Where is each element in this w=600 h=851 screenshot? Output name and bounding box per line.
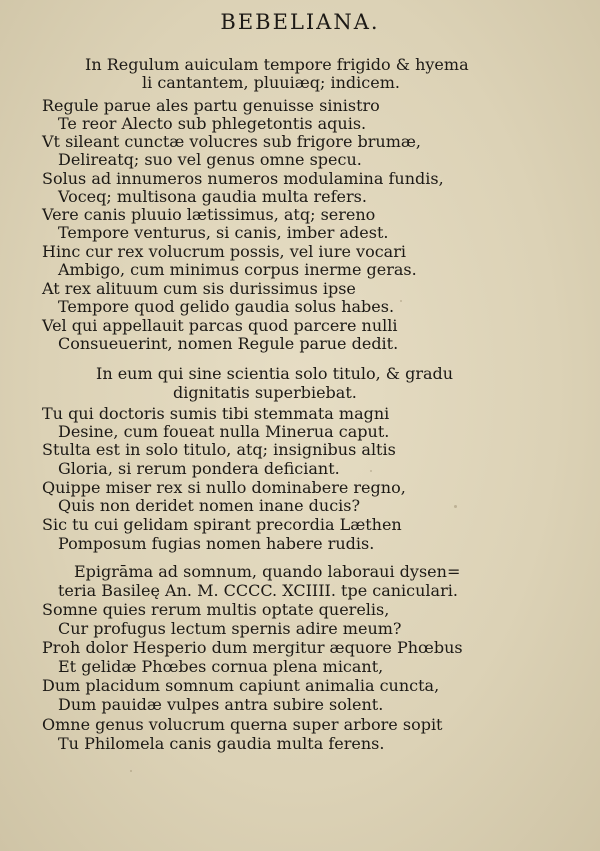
verse-line: Omne genus volucrum querna super arbore sopit [42,715,443,734]
verse-line: Quippe miser rex si nullo dominabere regno, [42,478,406,497]
verse-line: Et gelidæ Phœbes cornua plena micant, [58,657,384,676]
verse-line: Delireatq; suo vel genus omne specu. [58,150,362,169]
verse-line: Proh dolor Hesperio dum mergitur æquore Phœbus [42,638,463,657]
verse-line: Vere canis pluuio lætissimus, atq; sereno [42,205,376,224]
verse-line: Dum placidum somnum capiunt animalia cuncta, [42,676,440,695]
verse-line: Desine, cum foueat nulla Minerua caput. [58,422,390,441]
verse-line: Quis non deridet nomen inane ducis? [58,496,361,515]
verse-line: Vel qui appellauit parcas quod parcere nulli [42,316,398,335]
verse-line: Stulta est in solo titulo, atq; insignibus altis [42,440,396,459]
verse-line: Voceq; multisona gaudia multa refers. [58,187,367,206]
verse-line: Ambigo, cum minimus corpus inerme geras. [58,260,417,279]
verse-line: Regule parue ales partu genuisse sinistro [42,96,380,115]
paper-speck [400,300,402,302]
verse-line: Pomposum fugias nomen habere rudis. [58,534,375,553]
verse-line: Cur profugus lectum spernis adire meum? [58,619,402,638]
verse-line: Tempore quod gelido gaudia solus habes. [58,297,395,316]
verse-line: Tu qui doctoris sumis tibi stemmata magni [42,404,390,423]
poem-heading: In eum qui sine scientia solo titulo, & gradu [96,364,454,383]
verse-line: Somne quies rerum multis optate querelis, [42,600,390,619]
poem-heading: li cantantem, pluuiæq; indicem. [142,73,400,92]
verse-line: Dum pauidæ vulpes antra subire solent. [58,695,384,714]
verse-line: Gloria, si rerum pondera deficiant. [58,459,340,478]
verse-line: Tempore venturus, si canis, imber adest. [58,223,389,242]
verse-line: Sic tu cui gelidam spirant precordia Læthen [42,515,402,534]
verse-line: Solus ad innumeros numeros modulamina fundis, [42,169,444,188]
poem-heading: teria Basileę An. M. CCCC. XCIIII. tpe caniculari. [58,581,458,600]
paper-speck [130,770,132,772]
verse-line: Hinc cur rex volucrum possis, vel iure vocari [42,242,406,261]
poem-heading: dignitatis superbiebat. [173,383,357,402]
paper-speck [454,505,457,508]
verse-line: Te reor Alecto sub phlegetontis aquis. [58,114,367,133]
poem-heading: In Regulum auiculam tempore frigido & hyema [85,55,469,74]
verse-line: Vt sileant cunctæ volucres sub frigore brumæ, [42,132,421,151]
paper-speck [370,470,372,472]
verse-line: At rex alituum cum sis durissimus ipse [42,279,356,298]
poem-heading: Epigrāma ad somnum, quando laboraui dysen= [74,562,461,581]
verse-line: Consueuerint, nomen Regule parue dedit. [58,334,399,353]
running-header: BEBELIANA. [220,10,380,34]
verse-line: Tu Philomela canis gaudia multa ferens. [58,734,385,753]
